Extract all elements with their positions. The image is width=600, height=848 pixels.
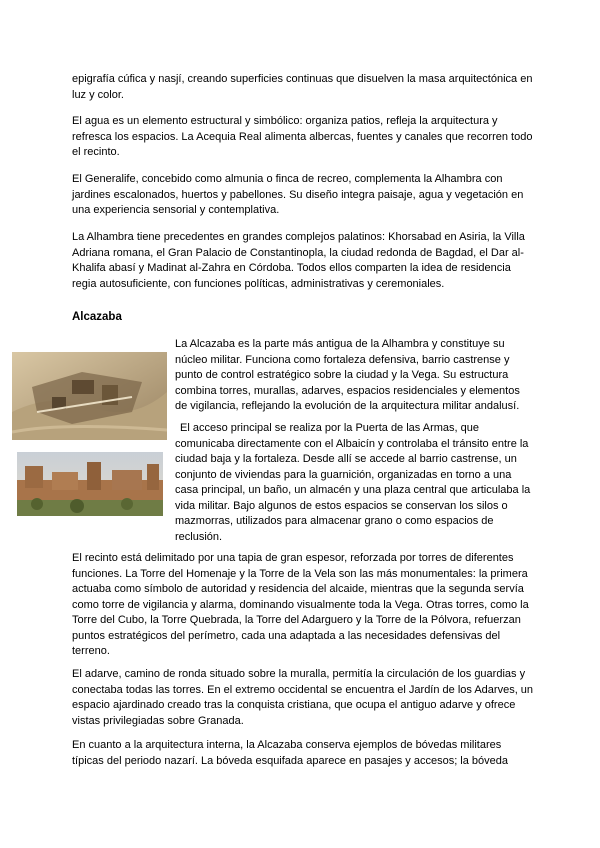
alcazaba-aerial-image xyxy=(12,352,167,440)
paragraph-generalife: El Generalife, concebido como almunia o finca de recreo, complementa la Alhambra con jardines escalonados, huertos y pabellones. Su diseño integra paisaje, agua y vegetación en una experiencia sensorial y contemplativa. xyxy=(72,173,524,216)
paragraph-adarve: El adarve, camino de ronda situado sobre la muralla, permitía la circulación de los guardias y conectaba todas las torres. En el extremo occidental se encuentra el Jardín de los Adarves, un espacio ajardinado creado tras la conquista cristiana, que ocupa el antiguo adarve y ofrece vistas privilegiadas sobre Granada. xyxy=(72,668,534,727)
paragraph-bovedas: En cuanto a la arquitectura interna, la Alcazaba conserva ejemplos de bóvedas militares típicas del periodo nazarí. La bóveda esquifada aparece en pasajes y accesos; la bóveda xyxy=(72,739,509,767)
paragraph-precedentes: La Alhambra tiene precedentes en grandes complejos palatinos: Khorsabad en Asiria, la Villa Adriana romana, el Gran Palacio de Constantinopla, la ciudad redonda de Bagdad, el Dar al-Khalifa abasí y Madinat al-Zahra en Córdoba. Todos ellos comparten la idea de residencia regia autosuficiente, con funciones políticas, administrativas y ceremoniales. xyxy=(72,231,525,290)
paragraph-agua: El agua es un elemento estructural y simbólico: organiza patios, refleja la arquitectura y refresca los espacios. La Acequia Real alimenta albercas, fuentes y canales que recorren todo el recinto. xyxy=(72,115,533,158)
paragraph-epigrafia: epigrafía cúfica y nasjí, creando superficies continuas que disuelven la masa arquitectónica en luz y color. xyxy=(72,73,533,101)
section-heading-alcazaba: Alcazaba xyxy=(72,311,122,323)
paragraph-alcazaba-intro: La Alcazaba es la parte más antigua de la Alhambra y constituye su núcleo militar. Funciona como fortaleza defensiva, barrio castrense y punto de control estratégico sobre la ciudad y la Vega. Su estructura combina torres, murallas, adarves, espacios residenciales y elementos de vigilancia, reflejando la evolución de la arquitectura militar andalusí. xyxy=(175,338,520,412)
paragraph-acceso: El acceso principal se realiza por la Puerta de las Armas, que comunicaba directamente con el Albaicín y controlaba el tránsito entre la ciudad baja y la fortaleza. Desde allí se accede al barrio castrense, un conjunto de viviendas para la guarnición, organizadas en torno a una casa principal, un baño, un almacén y una plaza central que articulaba la vida militar. Bajo algunos de estos espacios se conservan los silos o mazmorras, utilizados para almacenar grano o como espacios de reclusión. xyxy=(175,422,531,543)
alcazaba-walls-image xyxy=(17,452,163,516)
paragraph-recinto: El recinto está delimitado por una tapia de gran espesor, reforzada por torres de diferentes funciones. La Torre del Homenaje y la Torre de la Vela son las más monumentales: la primera actuaba como símbolo de autoridad y residencia del alcaide, mientras que la segunda servía como torre de vigilancia y alarma, dominando visualmente toda la Vega. Otras torres, como la Torre del Cubo, la Torre Quebrada, la Torre del Adarguero y la Torre de la Pólvora, refuerzan puntos estratégicos del perímetro, cada una adaptada a las necesidades defensivas del terreno. xyxy=(72,552,529,657)
